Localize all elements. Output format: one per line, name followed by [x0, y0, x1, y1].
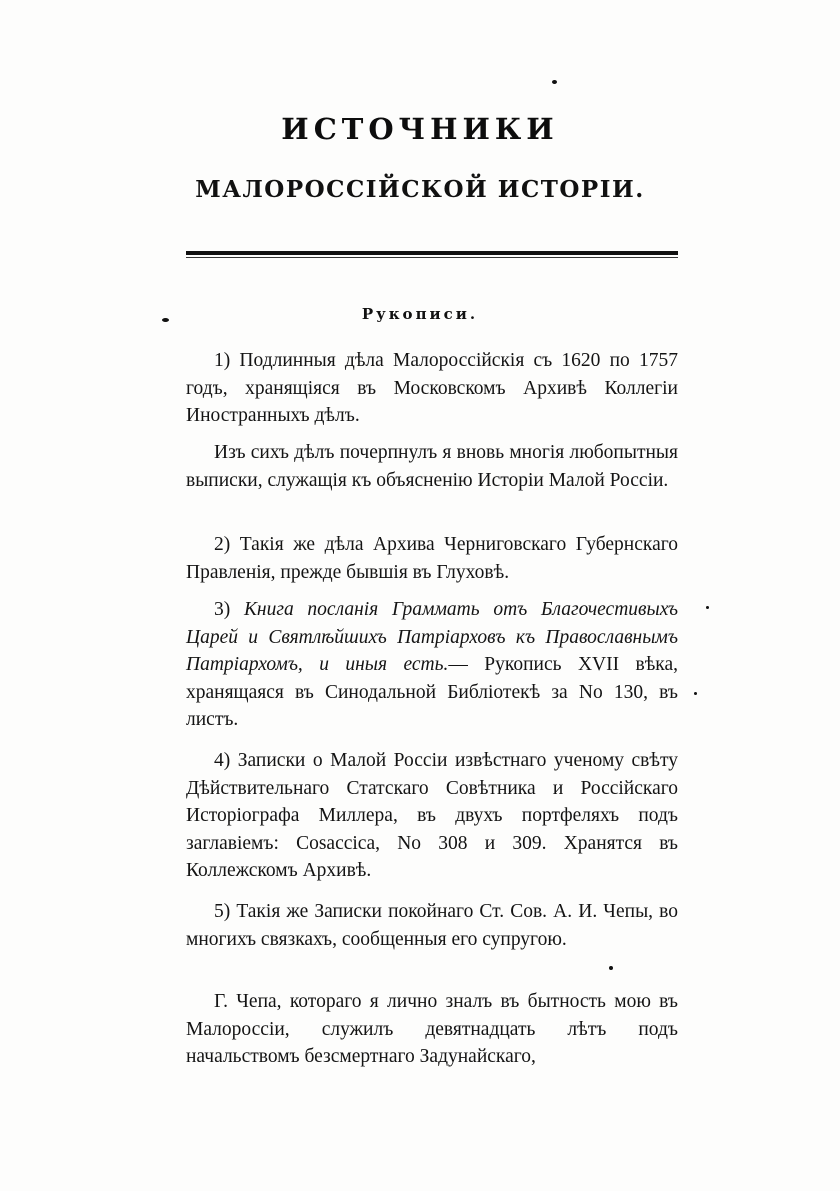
paragraph-7: [186, 988, 678, 1071]
item-number: 3): [214, 599, 231, 620]
ink-speck: [694, 692, 697, 695]
title-divider-thin: [186, 257, 678, 258]
title-divider: [186, 251, 678, 255]
paragraph-5: [186, 747, 678, 885]
paragraph-2: [186, 439, 678, 494]
paragraph-text: Изъ сихъ дѣлъ почерпнулъ я вновь многія любопытныя выписки, служащія къ объясненію Исторіи Малой Россіи.: [186, 442, 678, 491]
paragraph-text: 1) Подлинныя дѣла Малороссійскія съ 1620 по 1757 годъ, хранящіяся въ Московскомъ Архивѣ Коллегіи Иностранныхъ дѣлъ.: [186, 350, 678, 426]
paragraph-text: [186, 596, 678, 734]
ink-speck: [609, 966, 613, 970]
ink-speck: [706, 606, 709, 609]
page-title: ИСТОЧНИКИ: [281, 112, 559, 146]
section-heading: Рукописи.: [361, 305, 479, 323]
book-title-italic: Книга посланія Граммать отъ Благочестивыхъ Царей и Святлѣйшихъ Патріарховъ къ Православнымъ Патріархомъ, и иныя есть.: [186, 599, 678, 675]
page-subtitle: МАЛОРОССІЙСКОЙ ИСТОРІИ.: [195, 176, 645, 203]
paragraph-rest: — Рукопись XVII вѣка, хранящаяся въ Синодальной Библіотекѣ за No 130, въ листъ.: [186, 654, 679, 730]
paragraph-text: 2) Такія же дѣла Архива Черниговскаго Губернскаго Правленія, прежде бывшія въ Глуховѣ.: [186, 534, 678, 583]
paragraph-text: 5) Такія же Записки покойнаго Ст. Сов. А. И. Чепы, во многихъ связкахъ, сообщенныя его супругою.: [186, 901, 678, 950]
paragraph-4: [186, 596, 678, 734]
paragraph-text: 4) Записки о Малой Россіи извѣстнаго ученому свѣту Дѣйствительнаго Статскаго Совѣтника и Россійскаго Исторіографа Миллера, въ двухъ портфеляхъ подъ заглавіемъ: Cosaccica, No 308 и 309. Хранятся въ Коллежскомъ Архивѣ.: [186, 750, 678, 881]
paragraph-3: [186, 531, 678, 586]
paragraph-text: Г. Чепа, котораго я лично зналъ въ бытность мою въ Малороссіи, служилъ девятнадцать лѣтъ подъ начальствомъ безсмертнаго Задунайскаго,: [186, 991, 678, 1067]
paragraph-1: [186, 347, 678, 430]
ink-speck: [552, 80, 557, 84]
paragraph-6: [186, 898, 678, 953]
